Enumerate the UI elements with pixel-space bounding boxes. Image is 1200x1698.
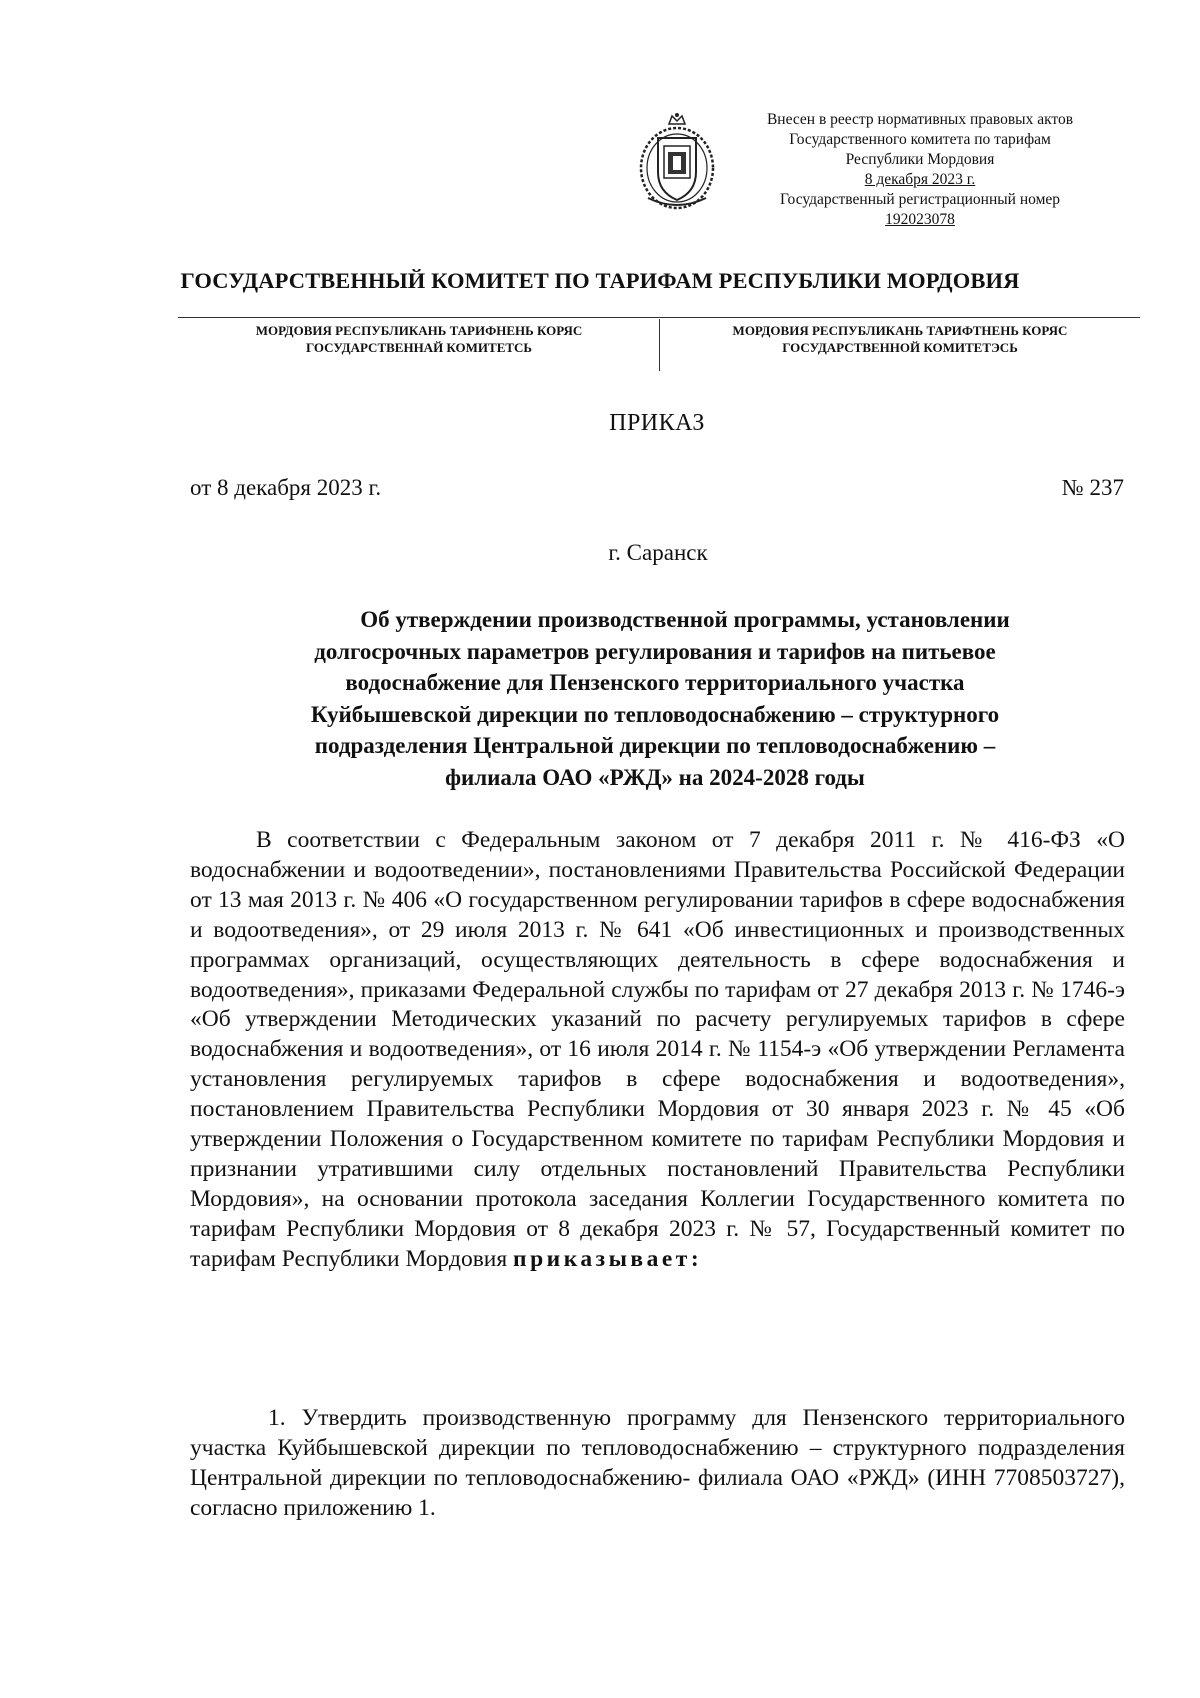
registry-line-2: Государственного комитета по тарифам [789,131,1051,148]
organization-title: ГОСУДАРСТВЕННЫЙ КОМИТЕТ ПО ТАРИФАМ РЕСПУБЛИКИ МОРДОВИЯ [180,268,1020,293]
erzya-line-1: МОРДОВИЯ РЕСПУБЛИКАНЬ ТАРИФТНЕНЬ КОРЯС [732,323,1068,338]
heading-line-1: Об утверждении производственной программы, установлении [360,607,1010,632]
order-item-1: 1. Утвердить производственную программу для Пензенского территориального участка Куйбышевской дирекции по тепловодоснабжению – структурного подразделения Центральной дирекции по тепловодоснабжению- филиала ОАО «РЖД» (ИНН 7708503727), согласно приложению 1. [190,1405,1125,1521]
document-city: г. Саранск [608,540,708,565]
heading-line-3: водоснабжение для Пензенского территориального участка [345,670,965,695]
orders-word: приказывает: [513,1245,703,1272]
registry-line-5: Государственный регистрационный номер [779,191,1061,208]
organization-name-moksha [210,322,628,356]
document-type: ПРИКАЗ [609,410,705,436]
moksha-line-1: МОРДОВИЯ РЕСПУБЛИКАНЬ ТАРИФНЕНЬ КОРЯС [255,323,583,338]
erzya-line-2: ГОСУДАРСТВЕННОЙ КОМИТЕТЭСЬ [782,340,1018,355]
coat-of-arms-emblem [636,112,718,212]
registry-line-1: Внесен в реестр нормативных правовых актов [766,111,1074,128]
header-divider [178,317,1140,318]
preamble-paragraph [190,826,1125,1275]
heading-line-4: Куйбышевской дирекции по тепловодоснабжению – структурного [310,701,1000,727]
moksha-line-2: ГОСУДАРСТВЕННАЙ КОМИТЕТСЬ [305,340,533,355]
registry-date: 8 декабря 2023 г. [864,171,976,188]
document-number: № 237 [1061,475,1124,500]
registry-number: 192023078 [885,211,955,228]
organization-name-erzya [680,322,1120,356]
heading-line-2: долгосрочных параметров регулирования и тарифов на питьевое [314,638,996,664]
document-date: от 8 декабря 2023 г. [190,475,382,500]
heading-line-6: филиала ОАО «РЖД» на 2024-2028 годы [445,764,865,790]
preamble-text: В соответствии с Федеральным законом от 7 декабря 2011 г. № 416-ФЗ «О водоснабжении и водоотведении», постановлениями Правительства Российской Федерации от 13 мая 2013 г. № 406 «О государственном регулировании тарифов в сфере водоснабжения и водоотведения», от 29 июля 2013 г. № 641 «Об инвестиционных и производственных программах организаций, осуществляющих деятельность в сфере водоснабжения и водоотведения», приказами Федеральной службы по тарифам от 27 декабря 2013 г. № 1746-э «Об утверждении Методических указаний по расчету регулируемых тарифов в сфере водоснабжения и водоотведения», от 16 июля 2014 г. № 1154-э «Об утверждении Регламента установления регулируемых тарифов в сфере водоснабжения и водоотведения», постановлением Правительства Республики Мордовия от 30 января 2023 г. № 45 «Об утверждении Положения о Государственном комитете по тарифам Республики Мордовия и признании утратившими силу отдельных постановлений Правительства Республики Мордовия», на основании протокола заседания Коллегии Государственного комитета по тарифам Республики Мордовия от 8 декабря 2023 г. № 57, Государственный комитет по тарифам Республики Мордовия [190,827,1125,1272]
document-heading [210,604,1100,793]
registry-line-3: Республики Мордовия [845,151,995,168]
heading-line-5: подразделения Центральной дирекции по тепловодоснабжению – [314,733,996,758]
registry-stamp [740,110,1100,230]
header-column-divider [659,319,660,371]
